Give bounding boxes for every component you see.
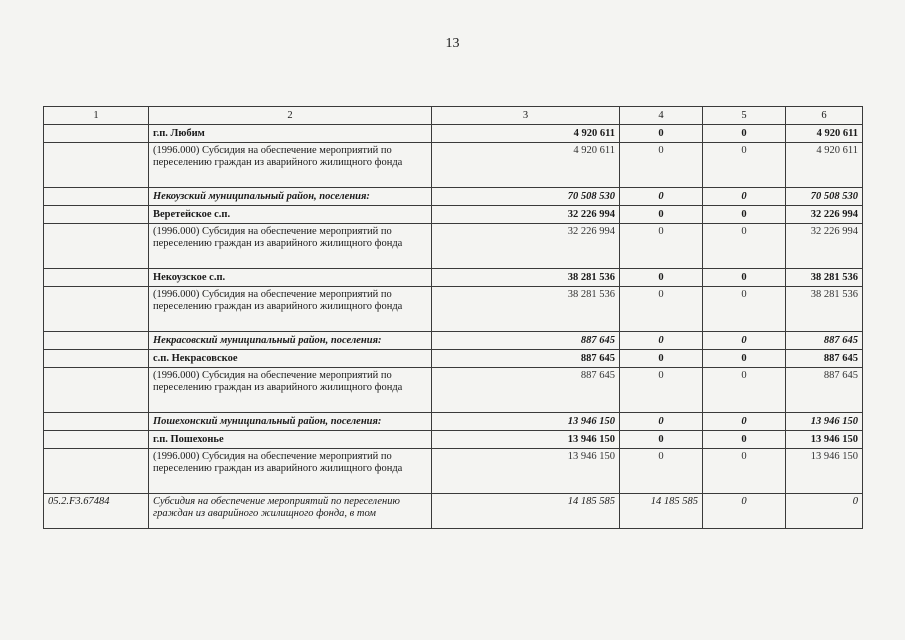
value-cell-col5: 0 xyxy=(703,143,786,188)
column-header: 2 xyxy=(149,107,432,125)
name-cell: (1996.000) Субсидия на обеспечение мероприятий по переселению граждан из аварийного жилищного фонда xyxy=(149,224,432,269)
column-header: 6 xyxy=(786,107,863,125)
name-cell: Некрасовский муниципальный район, поселения: xyxy=(149,332,432,350)
code-cell xyxy=(44,350,149,368)
value-cell-col4: 0 xyxy=(620,287,703,332)
table-row xyxy=(44,125,863,143)
value-cell-col5: 0 xyxy=(703,287,786,332)
value-cell-col6: 38 281 536 xyxy=(786,269,863,287)
value-cell-col6: 0 xyxy=(786,494,863,529)
value-cell-col4: 0 xyxy=(620,413,703,431)
value-cell-col3: 4 920 611 xyxy=(432,125,620,143)
value-cell-col4: 0 xyxy=(620,206,703,224)
code-cell xyxy=(44,206,149,224)
value-cell-col5: 0 xyxy=(703,206,786,224)
value-cell-col6: 4 920 611 xyxy=(786,125,863,143)
value-cell-col5: 0 xyxy=(703,188,786,206)
name-cell: г.п. Пошехонье xyxy=(149,431,432,449)
value-cell-col5: 0 xyxy=(703,494,786,529)
column-header: 1 xyxy=(44,107,149,125)
name-cell: (1996.000) Субсидия на обеспечение мероприятий по переселению граждан из аварийного жилищного фонда xyxy=(149,143,432,188)
value-cell-col4: 0 xyxy=(620,188,703,206)
value-cell-col6: 887 645 xyxy=(786,350,863,368)
value-cell-col5: 0 xyxy=(703,431,786,449)
table-row xyxy=(44,350,863,368)
column-header: 5 xyxy=(703,107,786,125)
value-cell-col6: 38 281 536 xyxy=(786,287,863,332)
code-cell xyxy=(44,368,149,413)
value-cell-col3: 887 645 xyxy=(432,332,620,350)
value-cell-col3: 887 645 xyxy=(432,368,620,413)
code-cell xyxy=(44,332,149,350)
name-cell: Пошехонский муниципальный район, поселения: xyxy=(149,413,432,431)
value-cell-col4: 0 xyxy=(620,125,703,143)
column-header: 3 xyxy=(432,107,620,125)
value-cell-col4: 0 xyxy=(620,269,703,287)
name-cell: (1996.000) Субсидия на обеспечение мероприятий по переселению граждан из аварийного жилищного фонда xyxy=(149,449,432,494)
value-cell-col4: 0 xyxy=(620,332,703,350)
value-cell-col3: 4 920 611 xyxy=(432,143,620,188)
table-row xyxy=(44,269,863,287)
value-cell-col6: 32 226 994 xyxy=(786,206,863,224)
value-cell-col6: 887 645 xyxy=(786,332,863,350)
value-cell-col3: 13 946 150 xyxy=(432,413,620,431)
name-cell: г.п. Любим xyxy=(149,125,432,143)
table-row xyxy=(44,206,863,224)
name-cell: Некоузское с.п. xyxy=(149,269,432,287)
table-row xyxy=(44,413,863,431)
name-cell: с.п. Некрасовское xyxy=(149,350,432,368)
code-cell xyxy=(44,449,149,494)
budget-table xyxy=(43,106,863,529)
value-cell-col6: 32 226 994 xyxy=(786,224,863,269)
value-cell-col5: 0 xyxy=(703,224,786,269)
page-number: 13 xyxy=(445,36,460,51)
value-cell-col5: 0 xyxy=(703,449,786,494)
code-cell xyxy=(44,413,149,431)
value-cell-col4: 0 xyxy=(620,224,703,269)
code-cell xyxy=(44,143,149,188)
value-cell-col5: 0 xyxy=(703,332,786,350)
code-cell xyxy=(44,269,149,287)
value-cell-col6: 13 946 150 xyxy=(786,431,863,449)
table-row xyxy=(44,287,863,332)
value-cell-col3: 13 946 150 xyxy=(432,449,620,494)
value-cell-col5: 0 xyxy=(703,350,786,368)
value-cell-col5: 0 xyxy=(703,368,786,413)
value-cell-col3: 13 946 150 xyxy=(432,431,620,449)
table-row xyxy=(44,143,863,188)
value-cell-col6: 887 645 xyxy=(786,368,863,413)
value-cell-col6: 70 508 530 xyxy=(786,188,863,206)
value-cell-col5: 0 xyxy=(703,269,786,287)
table-row xyxy=(44,449,863,494)
table-row xyxy=(44,431,863,449)
value-cell-col4: 0 xyxy=(620,368,703,413)
name-cell: (1996.000) Субсидия на обеспечение мероприятий по переселению граждан из аварийного жилищного фонда xyxy=(149,368,432,413)
value-cell-col6: 13 946 150 xyxy=(786,449,863,494)
column-number-header-row xyxy=(44,107,863,125)
name-cell: Некоузский муниципальный район, поселения: xyxy=(149,188,432,206)
value-cell-col4: 0 xyxy=(620,350,703,368)
name-cell: Субсидия на обеспечение мероприятий по переселению граждан из аварийного жилищного фонда, в том xyxy=(149,494,432,529)
column-header: 4 xyxy=(620,107,703,125)
table-row xyxy=(44,368,863,413)
value-cell-col3: 38 281 536 xyxy=(432,269,620,287)
value-cell-col4: 0 xyxy=(620,431,703,449)
table-row xyxy=(44,224,863,269)
name-cell: Веретейское с.п. xyxy=(149,206,432,224)
code-cell xyxy=(44,125,149,143)
value-cell-col3: 887 645 xyxy=(432,350,620,368)
value-cell-col4: 0 xyxy=(620,449,703,494)
value-cell-col3: 70 508 530 xyxy=(432,188,620,206)
value-cell-col4: 14 185 585 xyxy=(620,494,703,529)
code-cell xyxy=(44,188,149,206)
value-cell-col6: 4 920 611 xyxy=(786,143,863,188)
table-row xyxy=(44,494,863,529)
value-cell-col3: 38 281 536 xyxy=(432,287,620,332)
value-cell-col5: 0 xyxy=(703,413,786,431)
code-cell xyxy=(44,287,149,332)
value-cell-col3: 32 226 994 xyxy=(432,224,620,269)
value-cell-col6: 13 946 150 xyxy=(786,413,863,431)
code-cell xyxy=(44,431,149,449)
value-cell-col3: 14 185 585 xyxy=(432,494,620,529)
table-row xyxy=(44,332,863,350)
table-row xyxy=(44,188,863,206)
code-cell: 05.2.F3.67484 xyxy=(44,494,149,529)
value-cell-col5: 0 xyxy=(703,125,786,143)
value-cell-col3: 32 226 994 xyxy=(432,206,620,224)
value-cell-col4: 0 xyxy=(620,143,703,188)
name-cell: (1996.000) Субсидия на обеспечение мероприятий по переселению граждан из аварийного жилищного фонда xyxy=(149,287,432,332)
code-cell xyxy=(44,224,149,269)
